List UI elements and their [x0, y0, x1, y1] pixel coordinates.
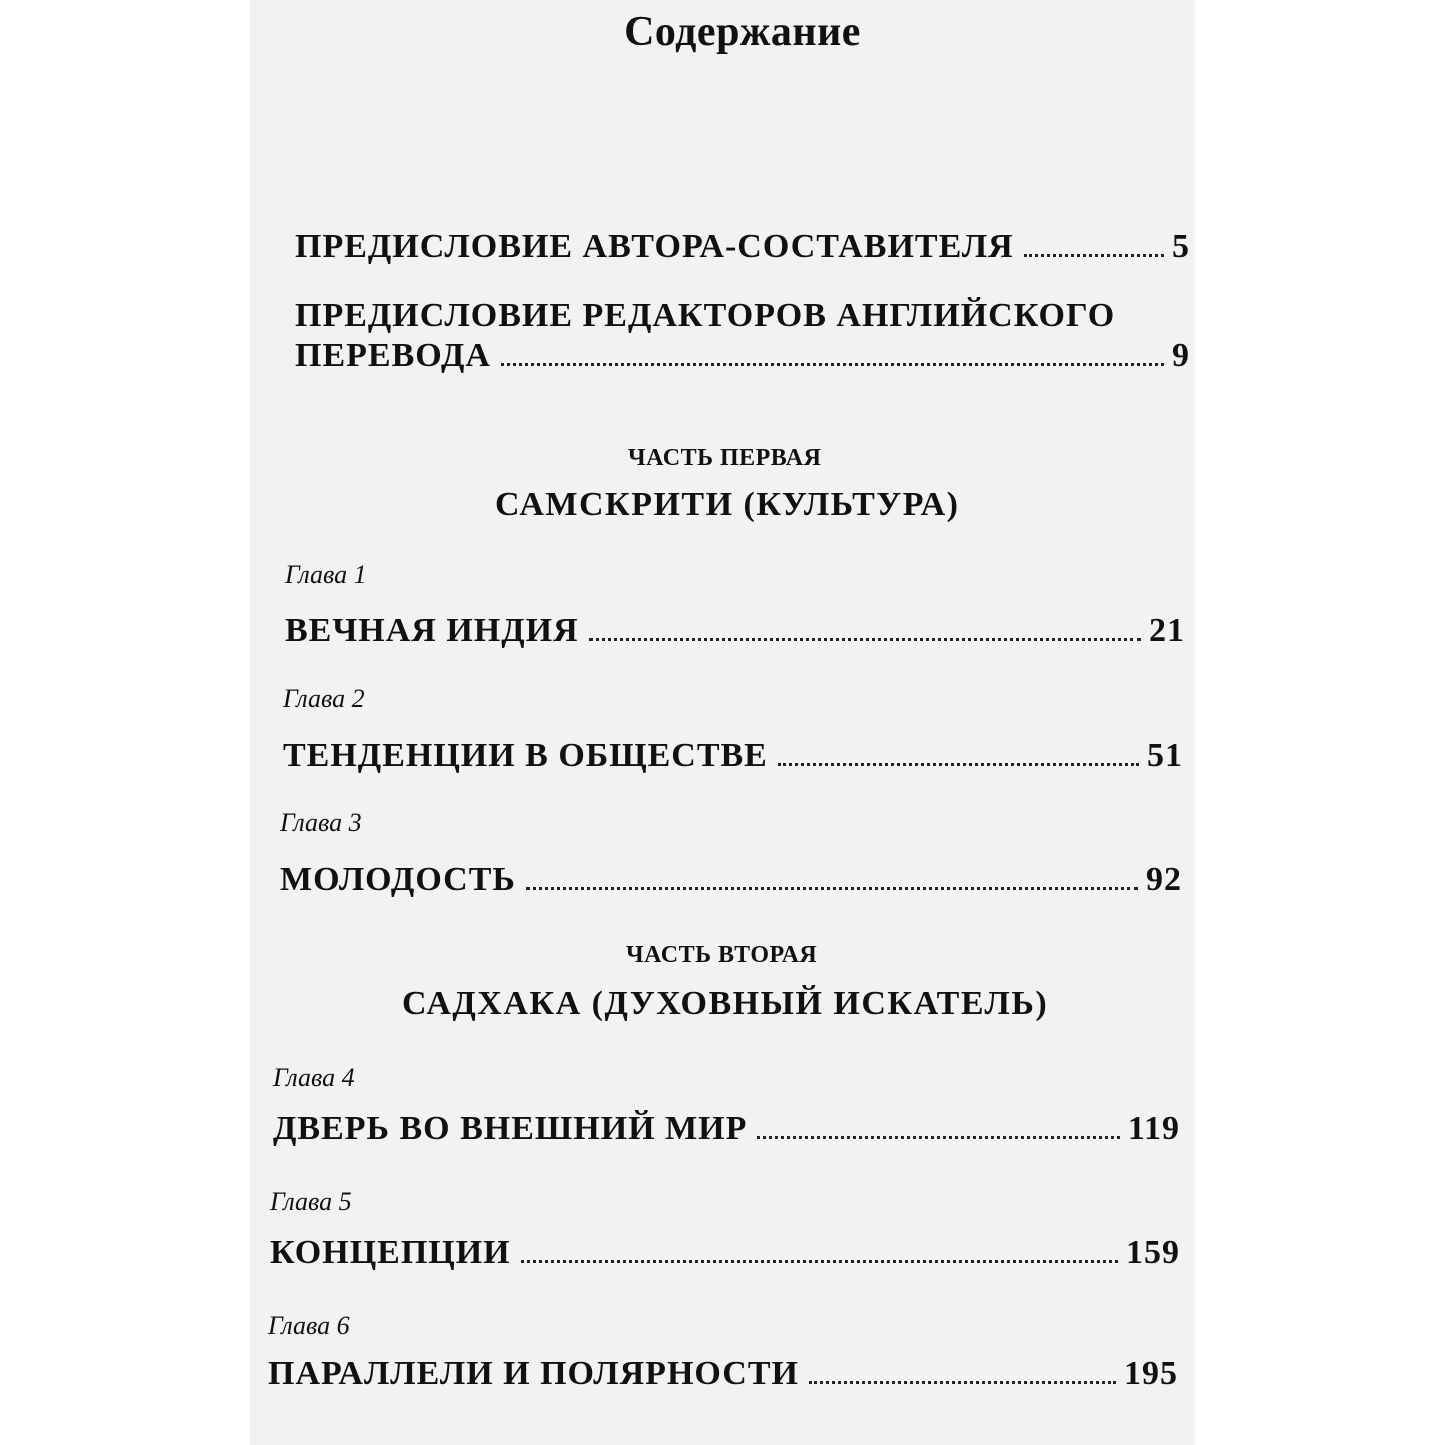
dot-leader — [1024, 254, 1164, 257]
chapter-label: Глава 2 — [283, 684, 365, 713]
dot-leader — [778, 763, 1139, 766]
toc-entry-label: ТЕНДЕНЦИИ В ОБЩЕСТВЕ — [283, 737, 768, 774]
dot-leader — [809, 1381, 1116, 1384]
chapter-label: Глава 4 — [273, 1063, 355, 1092]
toc-entry-label: ПАРАЛЛЕЛИ И ПОЛЯРНОСТИ — [268, 1355, 799, 1392]
toc-entry-chapter-3 — [280, 861, 1182, 899]
toc-entry-chapter-4 — [273, 1110, 1180, 1148]
part-label: ЧАСТЬ ПЕРВАЯ — [628, 445, 822, 471]
toc-entry-label: ПЕРЕВОДА — [295, 337, 491, 374]
part-label: ЧАСТЬ ВТОРАЯ — [626, 942, 818, 968]
toc-entry-label-line1: ПРЕДИСЛОВИЕ РЕДАКТОРОВ АНГЛИЙСКОГО — [295, 297, 1116, 334]
toc-page-number: 159 — [1126, 1234, 1180, 1271]
book-page — [250, 0, 1195, 1445]
part-title: САДХАКА (ДУХОВНЫЙ ИСКАТЕЛЬ) — [402, 985, 1049, 1022]
toc-entry-label: МОЛОДОСТЬ — [280, 861, 516, 898]
toc-page-number: 119 — [1127, 1110, 1180, 1147]
dot-leader — [526, 887, 1138, 890]
dot-leader — [521, 1260, 1118, 1263]
page-title: Содержание — [624, 9, 861, 55]
toc-entry-chapter-2 — [283, 737, 1183, 775]
chapter-label: Глава 6 — [268, 1311, 350, 1340]
dot-leader — [757, 1136, 1119, 1139]
part-title: САМСКРИТИ (КУЛЬТУРА) — [495, 486, 960, 523]
toc-page-number: 51 — [1147, 737, 1183, 774]
toc-entry-label: ПРЕДИСЛОВИЕ АВТОРА-СОСТАВИТЕЛЯ — [295, 228, 1014, 265]
toc-page-number: 9 — [1172, 337, 1190, 374]
toc-entry-editors-preface — [295, 337, 1190, 375]
chapter-label: Глава 1 — [285, 560, 367, 589]
toc-entry-label: КОНЦЕПЦИИ — [270, 1234, 511, 1271]
toc-entry-chapter-1 — [285, 612, 1185, 650]
dot-leader — [501, 363, 1164, 366]
chapter-label: Глава 5 — [270, 1187, 352, 1216]
toc-entry-label: ДВЕРЬ ВО ВНЕШНИЙ МИР — [273, 1110, 748, 1147]
dot-leader — [589, 638, 1141, 641]
toc-entry-chapter-5 — [270, 1234, 1180, 1272]
toc-page-number: 92 — [1146, 861, 1182, 898]
toc-page-number: 21 — [1149, 612, 1185, 649]
toc-page-number: 5 — [1172, 228, 1190, 265]
chapter-label: Глава 3 — [280, 808, 362, 837]
toc-entry-label: ВЕЧНАЯ ИНДИЯ — [285, 612, 579, 649]
toc-entry-author-preface — [295, 228, 1190, 266]
toc-page-number: 195 — [1124, 1355, 1178, 1392]
toc-entry-chapter-6 — [268, 1355, 1178, 1393]
